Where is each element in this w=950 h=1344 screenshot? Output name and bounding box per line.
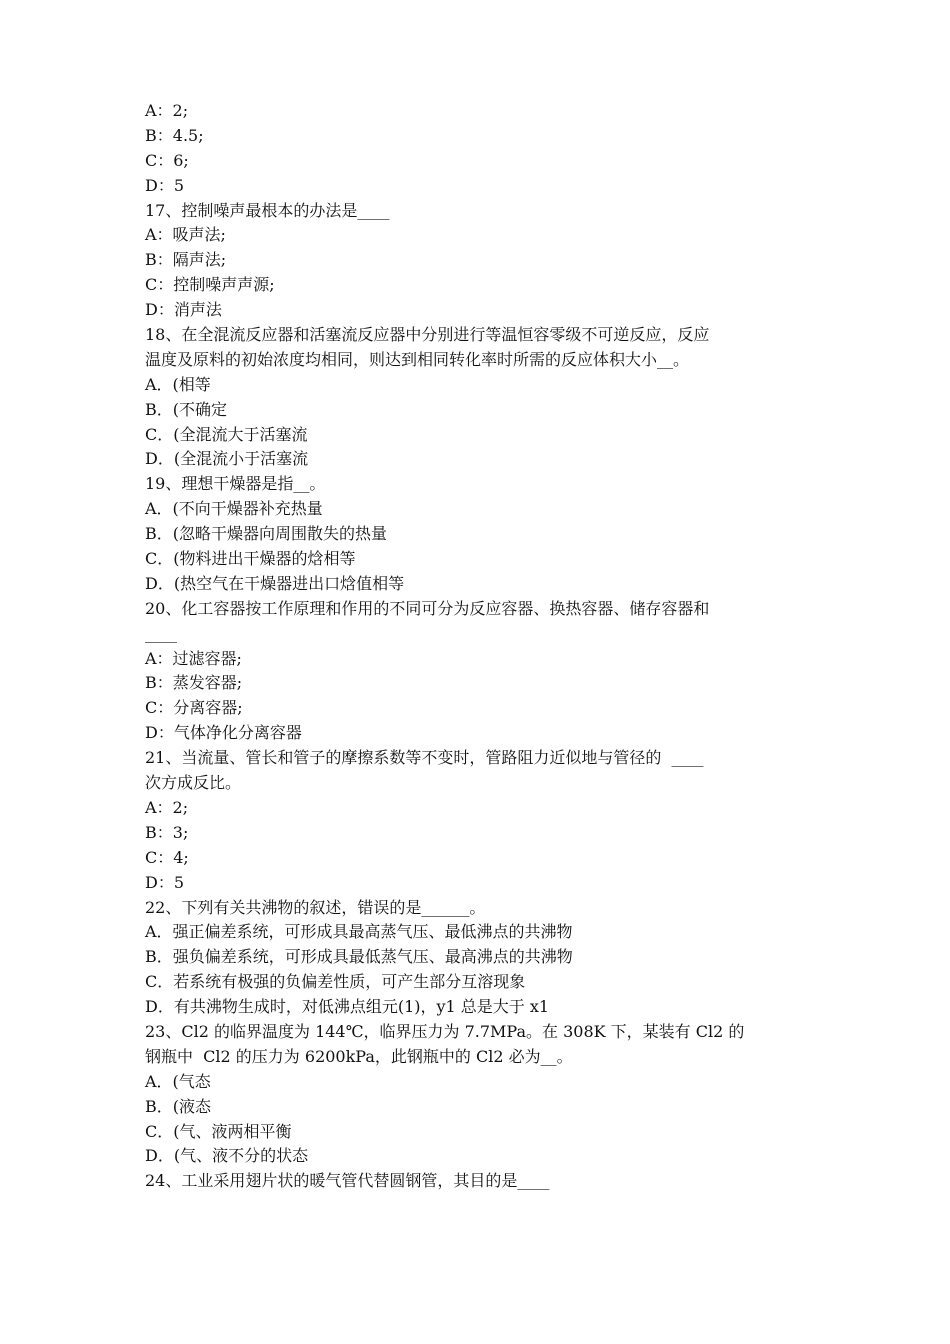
text-line: B：4.5; — [145, 125, 204, 145]
question-23: 23、Cl2 的临界温度为 144℃，临界压力为 7.7MPa。在 308K 下，某装有 Cl2 的 — [145, 1021, 745, 1041]
text-line: D：气体净化分离容器 — [145, 723, 302, 743]
text-line: D：消声法 — [145, 300, 222, 320]
text-line: C：6; — [145, 150, 189, 170]
text-line: D．(气、液不分的状态 — [145, 1146, 309, 1166]
text-line: D：5 — [145, 872, 185, 892]
text-line: A：吸声法; — [145, 225, 226, 245]
text-line: C：控制噪声声源; — [145, 275, 275, 295]
text-line: C．(气、液两相平衡 — [145, 1121, 292, 1141]
text-line: D：5 — [145, 175, 185, 195]
text-line: A：2; — [145, 101, 189, 120]
question-18: 18、在全混流反应器和活塞流反应器中分别进行等温恒容零级不可逆反应，反应 — [145, 325, 710, 345]
text-line: D．(热空气在干燥器进出口焓值相等 — [145, 573, 405, 593]
question-17: 17、控制噪声最根本的办法是____ — [145, 200, 390, 220]
text-line: A．(不向干燥器补充热量 — [145, 499, 323, 519]
text-line: B．(不确定 — [145, 399, 228, 419]
question-text — [145, 99, 810, 1194]
text-line: B．(忽略干燥器向周围散失的热量 — [145, 524, 388, 544]
question-22: 22、下列有关共沸物的叙述，错误的是______。 — [145, 897, 486, 917]
question-21: 21、当流量、管长和管子的摩擦系数等不变时，管路阻力近似地与管径的 ____ — [145, 748, 704, 768]
text-line: 钢瓶中 Cl2 的压力为 6200kPa，此钢瓶中的 Cl2 必为__。 — [145, 1046, 573, 1066]
text-line: A．强正偏差系统，可形成具最高蒸气压、最低沸点的共沸物 — [145, 922, 573, 942]
question-19: 19、理想干燥器是指__。 — [145, 474, 326, 494]
question-24: 24、工业采用翅片状的暖气管代替圆钢管，其目的是____ — [145, 1171, 550, 1191]
text-line: C：分离容器; — [145, 698, 243, 718]
text-line: C：4; — [145, 847, 189, 867]
question-20: 20、化工容器按工作原理和作用的不同可分为反应容器、换热容器、储存容器和 — [145, 598, 710, 618]
text-line: B：3; — [145, 822, 189, 842]
text-line: B：隔声法; — [145, 250, 227, 270]
text-line: A：2; — [145, 797, 189, 817]
text-line: B．(液态 — [145, 1096, 212, 1116]
text-line: B．强负偏差系统，可形成具最低蒸气压、最高沸点的共沸物 — [145, 947, 573, 967]
text-line: ____ — [145, 623, 177, 643]
text-line: C．(物料进出干燥器的焓相等 — [145, 549, 356, 569]
text-line: D．有共沸物生成时，对低沸点组元(1)，y1 总是大于 x1 — [145, 997, 550, 1017]
text-line: D．(全混流小于活塞流 — [145, 449, 309, 469]
text-line: 次方成反比。 — [145, 773, 242, 793]
text-line: C．若系统有极强的负偏差性质，可产生部分互溶现象 — [145, 972, 526, 992]
text-line: C．(全混流大于活塞流 — [145, 424, 308, 444]
text-line: A．(相等 — [145, 374, 211, 394]
text-line: A．(气态 — [145, 1071, 211, 1091]
text-line: 温度及原料的初始浓度均相同，则达到相同转化率时所需的反应体积大小__。 — [145, 349, 690, 369]
text-line: A：过滤容器; — [145, 648, 242, 668]
text-line: B：蒸发容器; — [145, 673, 243, 693]
